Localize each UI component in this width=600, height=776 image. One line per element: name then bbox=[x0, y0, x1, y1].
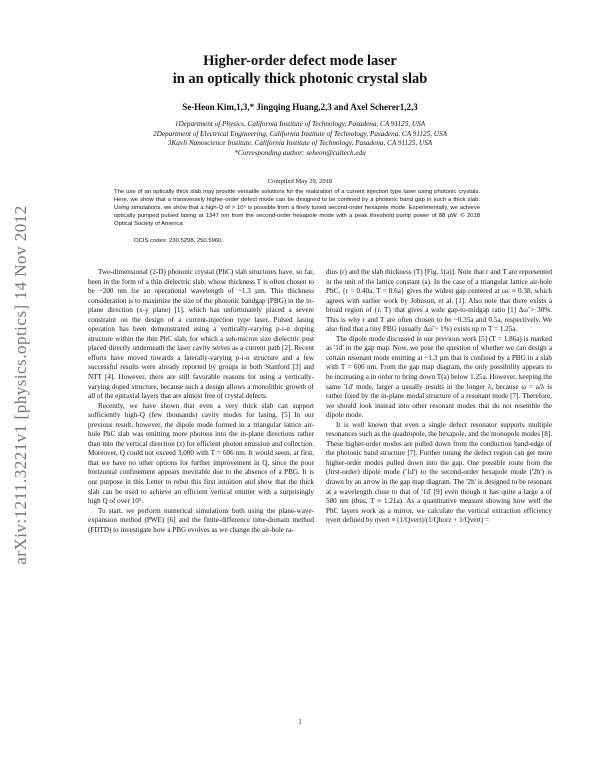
arxiv-sidebar bbox=[6, 150, 36, 620]
paragraph: To start, we perform numerical simulations both using the plane-wave-expansion method (PWE) [6] and the finite-difference time-domain method (FDTD) to investigate how a PBG evolves as we change the air-hole ra- bbox=[88, 506, 314, 534]
paragraph: The dipole mode discussed in our previous work [5] (T = 1.86a) is marked as '1d' in the gap map. Now, we pose the question of whether we can design a certain resonant mode emitting at ~1.3 µm that is confined by a PBG in a slab with T = 606 nm. From the gap map diagram, the only possibility appears to be increasing a in order to bring down T(a) below 1.25a. However, keeping the same '1d' mode, larger a usually results in the longer λ, because ω = a/λ is rather fixed by the in-plane modal structure of a resonant mode [7]. Therefore, we should look instead into other resonant modes that do not resemble the dipole mode. bbox=[326, 334, 552, 420]
affiliation-1: 1Department of Physics, California Institute of Technology, Pasadena, CA 91125, USA bbox=[174, 120, 426, 128]
left-column bbox=[88, 268, 314, 535]
ocis-codes: OCIS codes: 230.5298, 250.5960. bbox=[134, 238, 224, 244]
title-line-2: in an optically thick photonic crystal slab bbox=[172, 71, 428, 87]
right-column bbox=[326, 268, 552, 526]
affiliation-3: 3Kavli Nanoscience Institute, California Institute of Technology, Pasadena, CA 91125, USA bbox=[167, 139, 433, 147]
paper-title bbox=[0, 52, 600, 88]
affiliation-2: 2Department of Electrical Engineering, California Institute of Technology, Pasadena, CA 91125, USA bbox=[153, 129, 447, 138]
paragraph: Recently, we have shown that even a very thick slab can support sufficiently high-Q (few thousands) cavity modes for lasing. [5] In our previous result, however, the dipole mode formed in a triangular lattice air-hole PhC slab was emitting more photons into the in-plane directions rather than into the vertical direction (z) for efficient photon emission and collection. Moreover, Q could not exceed 3,000 with T = 606 nm. It would seem, at first, that we have no other options for further improvement in Q, since the poor horizontal confinement appears inevitable due to the absence of a PBG. It is our purpose in this Letter to rebut this first intuition and show that the thick slab can be used to achieve an efficient vertical emitter with a surprisingly high Q of over 10⁵. bbox=[88, 401, 314, 506]
title-line-1: Higher-order defect mode laser bbox=[203, 53, 397, 69]
paragraph: dius (r) and the slab thickness (T) [Fig. 1(a)]. Note that r and T are represented in the unit of the lattice constant (a). In the case of a triangular lattice air-hole PhC, {r = 0.40a, T = 0.6a} gives the widest gap centered at ωc ≈ 0.38, which agrees with earlier work by Johnson, et al. [1]. Also note that there exists a broad region of {r, T} that gives a wide gap-to-midgap ratio [1] Δω̃ > 30%. This is why r and T are often chosen to be ~0.35a and 0.5a, respectively. We also find that a tiny PBG (usually Δω̃ ~ 1%) exists up to T = 1.25a. bbox=[326, 268, 552, 334]
compiled-date: Compiled May 29, 2018 bbox=[267, 178, 333, 185]
paragraph: It is well known that even a single defect resonator supports multiple resonances such as the quadrupole, the hexapole, and the monopole modes [8]. These higher-order modes are pulled down from the conduction band-edge of the photonic band structure [7]. Further tuning the defect region can get more higher-order modes pulled down into the gap. One possible route from the (first-order) dipole mode ('1d') to the second-order hexapole mode ('2h') is drawn by an arrow in the gap map diagram. The '2h' is designed to be resonant at a wavelength close to that of '1d' [9] even though it has quite a large a of 500 nm (thus, T ≈ 1.21a). As a quantitative measure showing how well the PhC layers work as a mirror, we calculate the vertical extraction efficiency ηvert defined by ηvert ≡ (1/Qvert)/(1/Qhorz + 1/Qvert) = bbox=[326, 420, 552, 525]
arxiv-identifier: arXiv:1211.3221v1 [physics.optics] 14 Nov 2012 bbox=[11, 205, 31, 565]
author-list: Se-Heon Kim,1,3,* Jingqing Huang,2,3 and Axel Scherer1,2,3 bbox=[182, 102, 418, 112]
affiliations bbox=[0, 120, 600, 158]
paragraph: Two-dimensional (2-D) photonic crystal (PhC) slab structures have, so far, been in the form of a thin dielectric slab, whose thickness T is often chosen to be ~200 nm for an operational wavelength of ~1.3 µm. This thickness consideration is to maximize the size of the photonic bandgap (PBG) in the in-plane direction (x-y plane) [1], which has unfortunately placed a severe constraint on the design of a current-injection type laser. Pulsed lasing operation has been demonstrated using a vertically-varying p-i-n doping structure within the thin PhC slab, for which a sub-micron size dielectric post placed directly underneath the laser cavity serves as a current path [2]. Recent efforts have moved towards a laterally-varying p-i-n structure and a few successful results were already reported by groups in both Stanford [3] and NTT [4]. However, there are still favorable reasons for using a vertically-varying doped structure, because such a design allows a monolithic growth of all of the epitaxial layers that are almost free of crystal defects. bbox=[88, 268, 314, 401]
abstract: The use of an optically thick slab may provide versatile solutions for the realization of a current injection type laser using photonic crystals. Here, we show that a transversely higher-order defect mode can be designed to be confined by a photonic band gap in such a thick slab. Using simulations, we show that a high-Q of > 10⁵ is possible from a finely tuned second-order hexapole mode. Experimentally, we achieve optically pumped pulsed lasing at 1347 nm from the second-order hexapole mode with a peak threshold pump power of 88 µW. © 2018 Optical Society of America bbox=[114, 189, 480, 227]
page-number: 1 bbox=[298, 718, 302, 726]
corresponding-author: *Corresponding author: seheon@caltech.edu bbox=[234, 148, 366, 157]
